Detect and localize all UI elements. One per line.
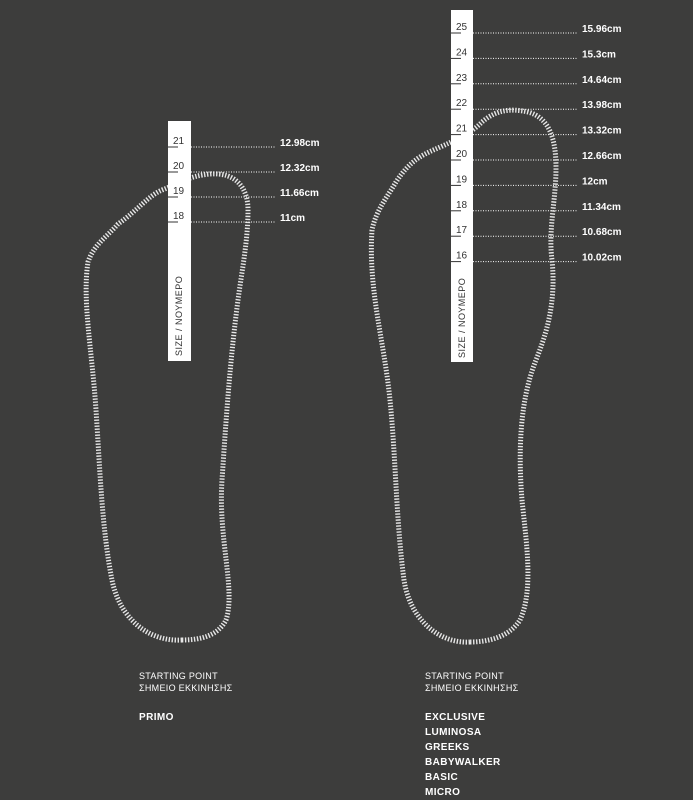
ruler-size-number: 22 — [456, 98, 468, 110]
measurement-length-label: 11cm — [280, 213, 306, 224]
measurement-length-label: 10.02cm — [582, 252, 622, 264]
measurement-length-label: 15.3cm — [582, 49, 616, 61]
measurement-length-label: 14.64cm — [582, 74, 622, 86]
brand-name: MICRO — [425, 787, 461, 798]
small-starting-point-gr: ΣΗΜΕΙΟ ΕΚΚΙΝΗΣΗΣ — [139, 683, 233, 693]
ruler-size-number: 21 — [456, 123, 468, 135]
large-ruler-marks — [451, 22, 622, 264]
small-starting-point-en: STARTING POINT — [139, 671, 218, 681]
measurement-length-label: 12.32cm — [280, 163, 320, 174]
ruler-size-number: 25 — [456, 22, 468, 33]
brand-name: GREEKS — [425, 742, 470, 753]
large-starting-point — [425, 670, 519, 694]
brand-name: EXCLUSIVE — [425, 712, 486, 723]
large-brand-list — [425, 710, 501, 800]
ruler-size-number: 23 — [456, 72, 468, 84]
measurement-length-label: 13.98cm — [582, 100, 622, 112]
large-starting-point-gr: ΣΗΜΕΙΟ ΕΚΚΙΝΗΣΗΣ — [425, 683, 519, 693]
measurement-length-label: 10.68cm — [582, 227, 622, 239]
large-starting-point-en: STARTING POINT — [425, 671, 504, 681]
brand-name: BASIC — [425, 772, 459, 783]
ruler-size-number: 19 — [173, 186, 185, 197]
ruler-size-number: 21 — [173, 136, 185, 147]
measurement-length-label: 15.96cm — [582, 24, 622, 35]
ruler-size-number: 18 — [456, 199, 468, 211]
small-foot-outline — [86, 174, 248, 640]
ruler-size-number: 20 — [456, 149, 468, 160]
brand-name: PRIMO — [139, 712, 174, 723]
ruler-size-number: 16 — [456, 250, 468, 262]
ruler-size-number: 19 — [456, 174, 468, 186]
measurement-length-label: 12cm — [582, 176, 608, 188]
small-ruler-label: SIZE / ΝΟΥΜΕΡΟ — [174, 275, 184, 356]
small-starting-point — [139, 670, 233, 694]
ruler-size-number: 17 — [456, 225, 468, 237]
measurement-length-label: 12.98cm — [280, 138, 320, 149]
brand-name: BABYWALKER — [425, 757, 501, 768]
measurement-length-label: 11.66cm — [280, 188, 319, 199]
measurement-length-label: 11.34cm — [582, 201, 621, 213]
ruler-size-number: 20 — [173, 161, 185, 172]
ruler-size-number: 24 — [456, 47, 468, 59]
measurement-length-label: 12.66cm — [582, 151, 622, 162]
measurement-length-label: 13.32cm — [582, 125, 622, 137]
small-brand-list — [139, 710, 174, 725]
ruler-size-number: 18 — [173, 211, 185, 222]
brand-name: LUMINOSA — [425, 727, 482, 738]
large-ruler-label: SIZE / ΝΟΥΜΕΡΟ — [457, 277, 467, 358]
